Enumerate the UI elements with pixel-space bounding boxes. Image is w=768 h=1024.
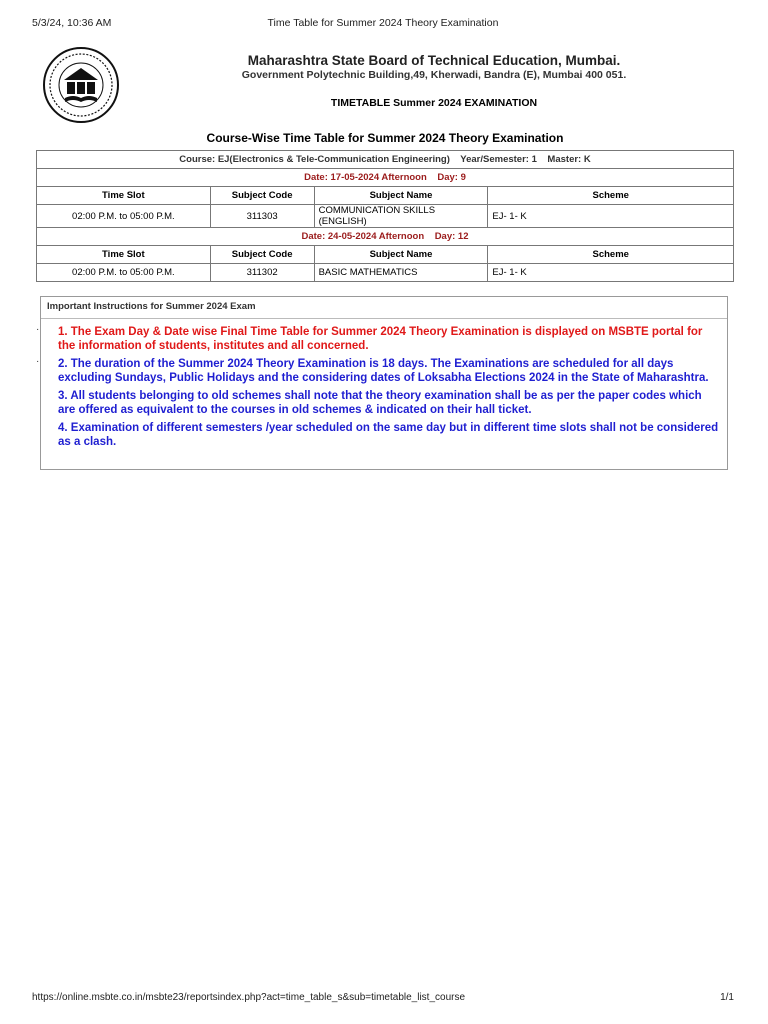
subject-name: COMMUNICATION SKILLS (ENGLISH)	[314, 205, 488, 228]
bullet-mark: ·	[36, 356, 40, 367]
scheme: EJ- 1- K	[488, 264, 734, 282]
instruction-item: 4. Examination of different semesters /year scheduled on the same day but in different time slots shall not be considered as a clash.	[58, 422, 719, 448]
instruction-item: 2. The duration of the Summer 2024 Theory Examination is 18 days. The Examinations are scheduled for all days excluding Sundays, Public Holidays and the considering dates of Loksabha Elections 2024 in the State of Maharashtra.	[58, 358, 709, 384]
exam-title: TIMETABLE Summer 2024 EXAMINATION	[330, 97, 538, 109]
print-header	[32, 17, 734, 31]
time-slot: 02:00 P.M. to 05:00 P.M.	[37, 264, 211, 282]
col-scheme: Scheme	[488, 187, 734, 205]
instruction-item: 3. All students belonging to old schemes shall note that the theory examination shall be as per the paper codes which are offered as equivalent to the courses in old schemes & indicated on their hall ticket.	[58, 390, 702, 416]
course-row	[37, 151, 734, 169]
main-title: Course-Wise Time Table for Summer 2024 Theory Examination	[206, 131, 564, 145]
msbte-seal-icon	[40, 46, 122, 124]
table-row	[37, 264, 734, 282]
time-slot: 02:00 P.M. to 05:00 P.M.	[37, 205, 211, 228]
table-row	[37, 205, 734, 228]
org-name: Maharashtra State Board of Technical Education, Mumbai.	[247, 53, 621, 68]
date-row	[37, 169, 734, 187]
col-subject-name: Subject Name	[314, 246, 488, 264]
scheme: EJ- 1- K	[488, 205, 734, 228]
date-row	[37, 228, 734, 246]
print-timestamp: 5/3/24, 10:36 AM	[32, 17, 112, 29]
page-number: 1/1	[720, 992, 734, 1003]
subject-name: BASIC MATHEMATICS	[314, 264, 488, 282]
page-url: https://online.msbte.co.in/msbte23/reportsindex.php?act=time_table_s&sub=timetable_list_course	[32, 992, 466, 1003]
print-footer	[32, 992, 734, 1006]
instructions-heading: Important Instructions for Summer 2024 Exam	[41, 297, 727, 319]
instruction-item: 1. The Exam Day & Date wise Final Time Table for Summer 2024 Theory Examination is displayed on MSBTE portal for the information of students, institutes and all concerned.	[58, 326, 703, 352]
subject-code: 311302	[210, 264, 314, 282]
timetable	[36, 150, 734, 282]
col-subject-code: Subject Code	[210, 187, 314, 205]
col-subject-name: Subject Name	[314, 187, 488, 205]
col-subject-code: Subject Code	[210, 246, 314, 264]
subject-code: 311303	[210, 205, 314, 228]
session-date: Date: 24-05-2024 Afternoon Day: 12	[37, 228, 734, 246]
session-date: Date: 17-05-2024 Afternoon Day: 9	[37, 169, 734, 187]
col-time-slot: Time Slot	[37, 246, 211, 264]
course-info: Course: EJ(Electronics & Tele-Communication Engineering) Year/Semester: 1 Master: K	[37, 151, 734, 169]
col-time-slot: Time Slot	[37, 187, 211, 205]
column-header-row	[37, 187, 734, 205]
column-header-row	[37, 246, 734, 264]
org-address: Government Polytechnic Building,49, Kherwadi, Bandra (E), Mumbai 400 051.	[241, 69, 627, 81]
instructions-panel	[40, 296, 728, 470]
print-page-title: Time Table for Summer 2024 Theory Examination	[267, 17, 499, 29]
col-scheme: Scheme	[488, 246, 734, 264]
bullet-mark: ·	[36, 324, 40, 335]
instructions-list	[41, 325, 727, 449]
